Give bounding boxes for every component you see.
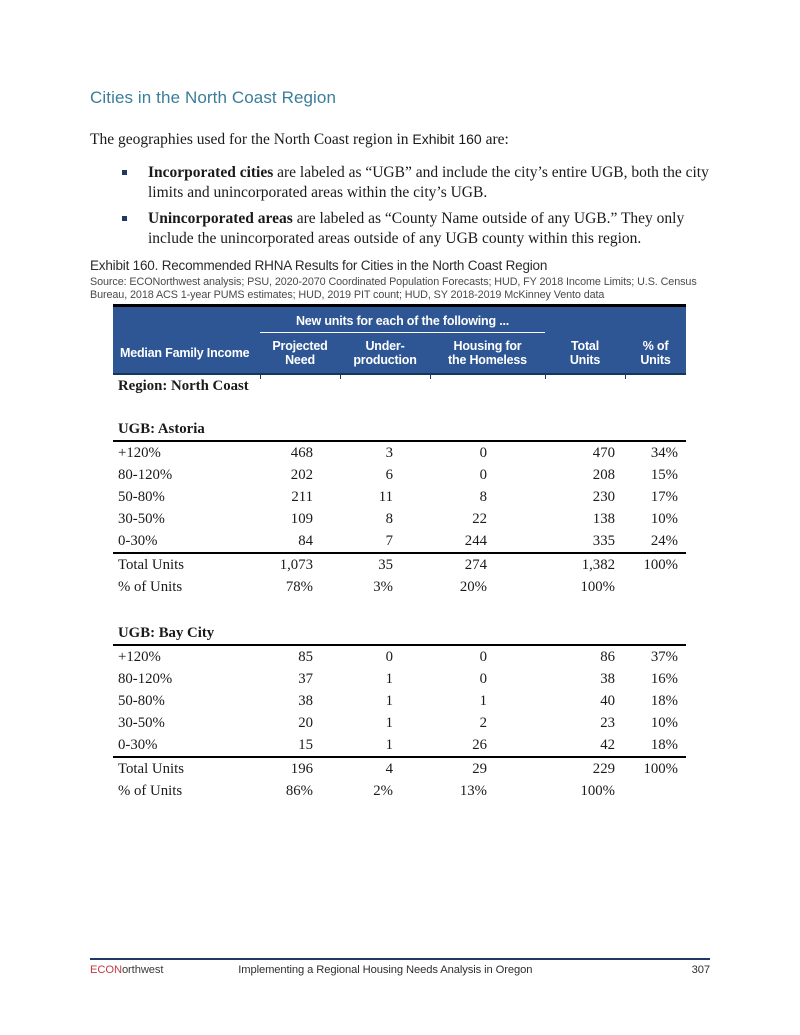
cell-value bbox=[625, 576, 686, 598]
cell-value: 86 bbox=[600, 649, 615, 665]
bullet-bold-label: Unincorporated areas bbox=[148, 210, 293, 227]
cell-value: 86% bbox=[285, 783, 313, 799]
cell-value: 26 bbox=[472, 737, 487, 753]
cell-value: 10% bbox=[650, 511, 678, 527]
row-label: % of Units bbox=[118, 579, 183, 595]
intro-paragraph bbox=[90, 129, 710, 150]
cell-value: 34% bbox=[650, 445, 678, 461]
cell-value: 22 bbox=[472, 511, 487, 527]
cell-value: 7 bbox=[385, 533, 393, 549]
exhibit-title: Exhibit 160. Recommended RHNA Results for Cities in the North Coast Region bbox=[90, 258, 548, 273]
rhna-results-table bbox=[113, 304, 686, 802]
intro-text: The geographies used for the North Coast region in bbox=[90, 131, 413, 148]
row-label: UGB: Astoria bbox=[118, 421, 205, 437]
cell-value: 10% bbox=[650, 715, 678, 731]
cell-value: 0 bbox=[479, 445, 487, 461]
cell-value: 1 bbox=[385, 671, 393, 687]
cell-value: 3% bbox=[373, 579, 393, 595]
cell-value: 24% bbox=[650, 533, 678, 549]
cell-value: 84 bbox=[298, 533, 313, 549]
column-header-pct-of-units: % of Units bbox=[640, 339, 671, 367]
row-label: +120% bbox=[118, 649, 161, 665]
cell-value: 211 bbox=[291, 489, 313, 505]
income-band-row bbox=[113, 668, 686, 690]
cell-value: 0 bbox=[479, 649, 487, 665]
econorthwest-logo bbox=[90, 964, 163, 976]
exhibit-reference: Exhibit 160 bbox=[412, 131, 482, 147]
region-row bbox=[113, 375, 686, 397]
cell-value: 1 bbox=[385, 737, 393, 753]
cell-value bbox=[625, 780, 686, 802]
row-label: % of Units bbox=[118, 783, 183, 799]
spacer-row bbox=[113, 598, 686, 622]
ugb-section-header-row bbox=[113, 418, 686, 442]
section-heading: Cities in the North Coast Region bbox=[90, 88, 337, 107]
cell-value: 18% bbox=[650, 737, 678, 753]
column-header-projected-need: Projected Need bbox=[272, 339, 328, 367]
row-label: 50-80% bbox=[118, 489, 165, 505]
column-header-median-family-income: Median Family Income bbox=[120, 346, 250, 360]
logo-northwest: orthwest bbox=[121, 964, 164, 976]
cell-value: 244 bbox=[464, 533, 487, 549]
cell-value: 2 bbox=[479, 715, 487, 731]
cell-value: 29 bbox=[472, 761, 487, 777]
bullet-item-unincorporated-areas bbox=[90, 209, 710, 249]
row-label: 80-120% bbox=[118, 671, 173, 687]
ugb-section-header-row bbox=[113, 622, 686, 646]
cell-value: 138 bbox=[592, 511, 615, 527]
row-label: UGB: Bay City bbox=[118, 625, 215, 641]
table-body bbox=[113, 375, 686, 802]
cell-value: 1,073 bbox=[279, 557, 313, 573]
footer-document-title: Implementing a Regional Housing Needs Analysis in Oregon bbox=[238, 964, 533, 976]
cell-value: 100% bbox=[643, 761, 678, 777]
spanning-header-new-units: New units for each of the following ... bbox=[260, 314, 545, 333]
cell-value: 1,382 bbox=[581, 557, 615, 573]
cell-value: 38 bbox=[600, 671, 615, 687]
column-header-total-units: Total Units bbox=[569, 339, 601, 367]
cell-value: 20 bbox=[298, 715, 313, 731]
cell-value: 470 bbox=[592, 445, 615, 461]
cell-value: 3 bbox=[385, 445, 393, 461]
cell-value: 1 bbox=[385, 715, 393, 731]
cell-value: 1 bbox=[385, 693, 393, 709]
income-band-row bbox=[113, 646, 686, 668]
cell-value: 230 bbox=[592, 489, 615, 505]
income-band-row bbox=[113, 690, 686, 712]
cell-value: 23 bbox=[600, 715, 615, 731]
bullet-bold-label: Incorporated cities bbox=[148, 164, 274, 181]
cell-value: 109 bbox=[290, 511, 313, 527]
row-label: Total Units bbox=[118, 761, 184, 777]
cell-value: 85 bbox=[298, 649, 313, 665]
square-bullet-icon bbox=[122, 216, 127, 221]
bullet-text: are labeled as “UGB” and include the city’s entire UGB, both the city limits and unincorporated areas within the city’s UGB. bbox=[148, 164, 709, 201]
cell-value: 15% bbox=[650, 467, 678, 483]
cell-value: 1 bbox=[479, 693, 487, 709]
row-label: Total Units bbox=[118, 557, 184, 573]
cell-value: 196 bbox=[290, 761, 313, 777]
intro-text-tail: are: bbox=[481, 131, 509, 148]
cell-value: 0 bbox=[385, 649, 393, 665]
table-header bbox=[113, 304, 686, 375]
cell-value: 0 bbox=[479, 671, 487, 687]
cell-value: 6 bbox=[385, 467, 393, 483]
cell-value: 100% bbox=[643, 557, 678, 573]
row-label: Region: North Coast bbox=[118, 378, 249, 394]
cell-value: 202 bbox=[290, 467, 313, 483]
cell-value: 274 bbox=[464, 557, 487, 573]
cell-value: 468 bbox=[290, 445, 313, 461]
spacer-row bbox=[113, 397, 686, 418]
square-bullet-icon bbox=[122, 170, 127, 175]
exhibit-source: Source: ECONorthwest analysis; PSU, 2020-2070 Coordinated Population Forecasts; HUD, FY 2018 Income Limits; U.S. Census Bureau, 2018 ACS 1-year PUMS estimates; HUD, 2019 PIT count; HUD, SY 2018-2019 McKinney Vento data bbox=[90, 276, 697, 301]
income-band-row bbox=[113, 442, 686, 464]
cell-value: 13% bbox=[459, 783, 487, 799]
cell-value: 18% bbox=[650, 693, 678, 709]
bullet-item-incorporated-cities bbox=[90, 163, 710, 203]
cell-value: 42 bbox=[600, 737, 615, 753]
cell-value: 208 bbox=[592, 467, 615, 483]
cell-value: 229 bbox=[592, 761, 615, 777]
row-label: 50-80% bbox=[118, 693, 165, 709]
income-band-row bbox=[113, 734, 686, 756]
cell-value: 40 bbox=[600, 693, 615, 709]
cell-value: 335 bbox=[592, 533, 615, 549]
page-footer bbox=[90, 958, 710, 986]
cell-value: 0 bbox=[479, 467, 487, 483]
cell-value: 16% bbox=[650, 671, 678, 687]
page-number: 307 bbox=[691, 964, 710, 976]
cell-value: 17% bbox=[650, 489, 678, 505]
cell-value: 2% bbox=[373, 783, 393, 799]
income-band-row bbox=[113, 464, 686, 486]
income-band-row bbox=[113, 508, 686, 530]
cell-value: 11 bbox=[378, 489, 393, 505]
row-label: 30-50% bbox=[118, 511, 165, 527]
bullet-list bbox=[90, 163, 710, 249]
row-label: 80-120% bbox=[118, 467, 173, 483]
cell-value: 38 bbox=[298, 693, 313, 709]
cell-value: 100% bbox=[580, 579, 615, 595]
column-header-underproduction: Under-production bbox=[353, 339, 417, 367]
cell-value: 8 bbox=[479, 489, 487, 505]
cell-value: 8 bbox=[385, 511, 393, 527]
row-label: 0-30% bbox=[118, 533, 158, 549]
income-band-row bbox=[113, 486, 686, 508]
pct-of-units-row bbox=[113, 780, 686, 802]
logo-econ-red: ECON bbox=[90, 964, 122, 976]
income-band-row bbox=[113, 712, 686, 734]
total-units-row bbox=[113, 756, 686, 780]
pct-of-units-row bbox=[113, 576, 686, 598]
cell-value: 20% bbox=[459, 579, 487, 595]
bullet-text: are labeled as “County Name outside of any UGB.” They only include the unincorporated areas outside of any UGB county within this region. bbox=[148, 210, 685, 247]
row-label: 0-30% bbox=[118, 737, 158, 753]
total-units-row bbox=[113, 552, 686, 576]
cell-value: 37 bbox=[298, 671, 313, 687]
cell-value: 37% bbox=[650, 649, 678, 665]
cell-value: 15 bbox=[298, 737, 313, 753]
cell-value: 4 bbox=[385, 761, 393, 777]
income-band-row bbox=[113, 530, 686, 552]
row-label: +120% bbox=[118, 445, 161, 461]
cell-value: 100% bbox=[580, 783, 615, 799]
cell-value: 78% bbox=[285, 579, 313, 595]
column-header-housing-for-homeless: Housing for the Homeless bbox=[448, 339, 527, 367]
cell-value: 35 bbox=[378, 557, 393, 573]
row-label: 30-50% bbox=[118, 715, 165, 731]
